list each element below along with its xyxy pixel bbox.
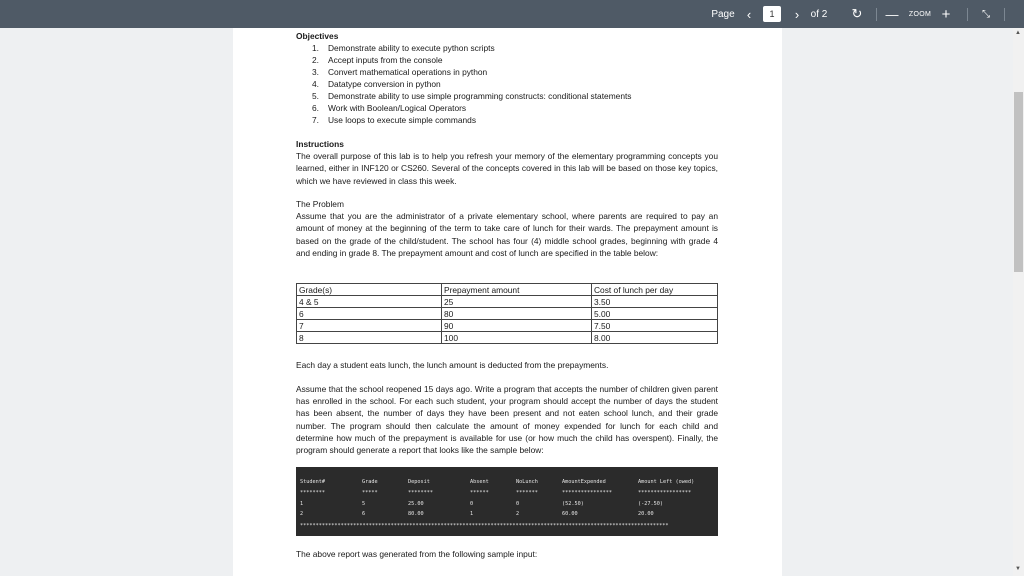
document-viewer — [0, 28, 1024, 576]
console-underline: ***** — [362, 490, 378, 496]
problem-body: Assume that you are the administrator of a private elementary school, where parents are required to pay an amount of money at the beginning of the term to take care of lunch for their wards. The prepayment amount is based on the grade of the child/student. The school has four (4) middle school grades, beginning with grade 4 and ending in grade 8. The prepayment amount and cost of lunch are specified in the table below: — [296, 211, 718, 258]
console-cell: 5 — [362, 501, 366, 507]
table-header-cell: Prepayment amount — [442, 284, 592, 296]
console-underline: ***************** — [638, 490, 692, 496]
console-cell: 2 — [300, 511, 304, 517]
list-item — [296, 114, 718, 126]
table-cell: 5.00 — [592, 308, 718, 320]
page-count-label: of 2 — [810, 8, 828, 20]
list-text: Work with Boolean/Logical Operators — [328, 103, 467, 114]
table-cell: 3.50 — [592, 296, 718, 308]
list-item — [296, 78, 718, 90]
table-cell: 80 — [442, 308, 592, 320]
table-cell: 4 & 5 — [297, 296, 442, 308]
console-underline: ******* — [516, 490, 538, 496]
console-header: AmountExpended — [562, 479, 606, 485]
list-text: Datatype conversion in python — [328, 79, 441, 90]
list-number: 3. — [312, 67, 319, 78]
paragraph-assume: Assume that the school reopened 15 days ago. Write a program that accepts the number of children given parent has enrolled in the school. For each such student, your program should accept the number of days the student has been absent, the number of days they have been present and not eaten school lunch, and their grade number. The program should then calculate the amount of money expended for lunch for each child and determine how much of the prepayment is available for use (or how much the child has overspent). Finally, the program should generate a report that looks like the sample below: — [296, 384, 718, 456]
console-header: Grade — [362, 479, 378, 485]
console-footer-line: ********************************************************************************************************************** — [300, 523, 669, 529]
console-cell: (-27.50) — [638, 501, 663, 507]
scrollbar-thumb[interactable] — [1014, 92, 1023, 272]
list-number: 5. — [312, 91, 319, 102]
table-cell: 6 — [297, 308, 442, 320]
console-underline: ******** — [300, 490, 325, 496]
console-cell: 80.00 — [408, 511, 424, 517]
console-underline: **************** — [562, 490, 612, 496]
list-text: Demonstrate ability to execute python scripts — [328, 43, 495, 54]
zoom-out-button[interactable]: — — [885, 6, 899, 22]
console-underline: ****** — [470, 490, 489, 496]
page-label: Page — [711, 8, 735, 20]
lunch-table — [296, 283, 718, 344]
console-cell: 2 — [516, 511, 520, 517]
console-cell: 1 — [470, 511, 474, 517]
console-header: Amount Left (owed) — [638, 479, 695, 485]
document-page — [233, 28, 782, 576]
table-cell: 90 — [442, 320, 592, 332]
table-header-cell: Cost of lunch per day — [592, 284, 718, 296]
console-header: Deposit — [408, 479, 430, 485]
console-cell: (52.50) — [562, 501, 584, 507]
list-number: 7. — [312, 115, 319, 126]
console-header: Student# — [300, 479, 325, 485]
sample-output-console — [296, 467, 718, 536]
list-item — [296, 66, 718, 78]
zoom-label: ZOOM — [908, 10, 932, 18]
instructions-body: The overall purpose of this lab is to help you refresh your memory of the elementary programming concepts you learned, either in INF120 or CS260. Several of the concepts covered in this lab will be based on those key topics, which we have reviewed in class this week. — [296, 151, 718, 186]
current-page-input[interactable]: 1 — [763, 6, 781, 22]
table-cell: 8.00 — [592, 332, 718, 344]
list-item — [296, 54, 718, 66]
table-row — [297, 332, 718, 344]
list-item — [296, 42, 718, 54]
console-header: NoLunch — [516, 479, 538, 485]
table-header-cell: Grade(s) — [297, 284, 442, 296]
console-cell: 0 — [516, 501, 520, 507]
list-text: Use loops to execute simple commands — [328, 115, 477, 126]
list-item — [296, 102, 718, 114]
previous-page-button[interactable]: ‹ — [746, 6, 752, 22]
scroll-down-icon[interactable]: ▼ — [1015, 566, 1021, 572]
next-page-button[interactable]: › — [794, 6, 800, 22]
list-number: 6. — [312, 103, 319, 114]
table-header-row — [297, 284, 718, 296]
paragraph-each-day: Each day a student eats lunch, the lunch amount is deducted from the prepayments. — [296, 360, 609, 370]
console-cell: 25.00 — [408, 501, 424, 507]
console-cell: 20.00 — [638, 511, 654, 517]
list-text: Demonstrate ability to use simple programming constructs: conditional statements — [328, 91, 632, 102]
toolbar-divider — [876, 8, 877, 21]
toolbar-divider — [1004, 8, 1005, 21]
table-row — [297, 308, 718, 320]
list-number: 2. — [312, 55, 319, 66]
toolbar-divider — [967, 8, 968, 21]
console-header: Absent — [470, 479, 489, 485]
console-cell: 60.00 — [562, 511, 578, 517]
problem-heading: The Problem — [296, 199, 344, 209]
table-row — [297, 296, 718, 308]
instructions-section — [296, 138, 718, 187]
objectives-section — [296, 30, 718, 126]
table-cell: 100 — [442, 332, 592, 344]
console-cell: 0 — [470, 501, 474, 507]
pdf-toolbar — [0, 0, 1024, 28]
collapse-icon[interactable]: ⤡ — [982, 8, 990, 20]
list-item — [296, 90, 718, 102]
table-cell: 7 — [297, 320, 442, 332]
rotate-icon[interactable]: ↻ — [851, 6, 863, 21]
objectives-heading: Objectives — [296, 31, 339, 41]
table-cell: 7.50 — [592, 320, 718, 332]
table-row — [297, 320, 718, 332]
instructions-heading: Instructions — [296, 139, 344, 149]
table-cell: 25 — [442, 296, 592, 308]
problem-section — [296, 198, 718, 259]
zoom-in-button[interactable]: + — [941, 5, 951, 23]
list-text: Convert mathematical operations in python — [328, 67, 488, 78]
console-underline: ******** — [408, 490, 433, 496]
objectives-list — [296, 42, 718, 126]
list-number: 1. — [312, 43, 319, 54]
list-number: 4. — [312, 79, 319, 90]
table-cell: 8 — [297, 332, 442, 344]
list-text: Accept inputs from the console — [328, 55, 443, 66]
console-cell: 1 — [300, 501, 304, 507]
console-cell: 6 — [362, 511, 366, 517]
scroll-up-icon[interactable]: ▲ — [1015, 30, 1021, 36]
paragraph-above-report: The above report was generated from the following sample input: — [296, 549, 538, 559]
